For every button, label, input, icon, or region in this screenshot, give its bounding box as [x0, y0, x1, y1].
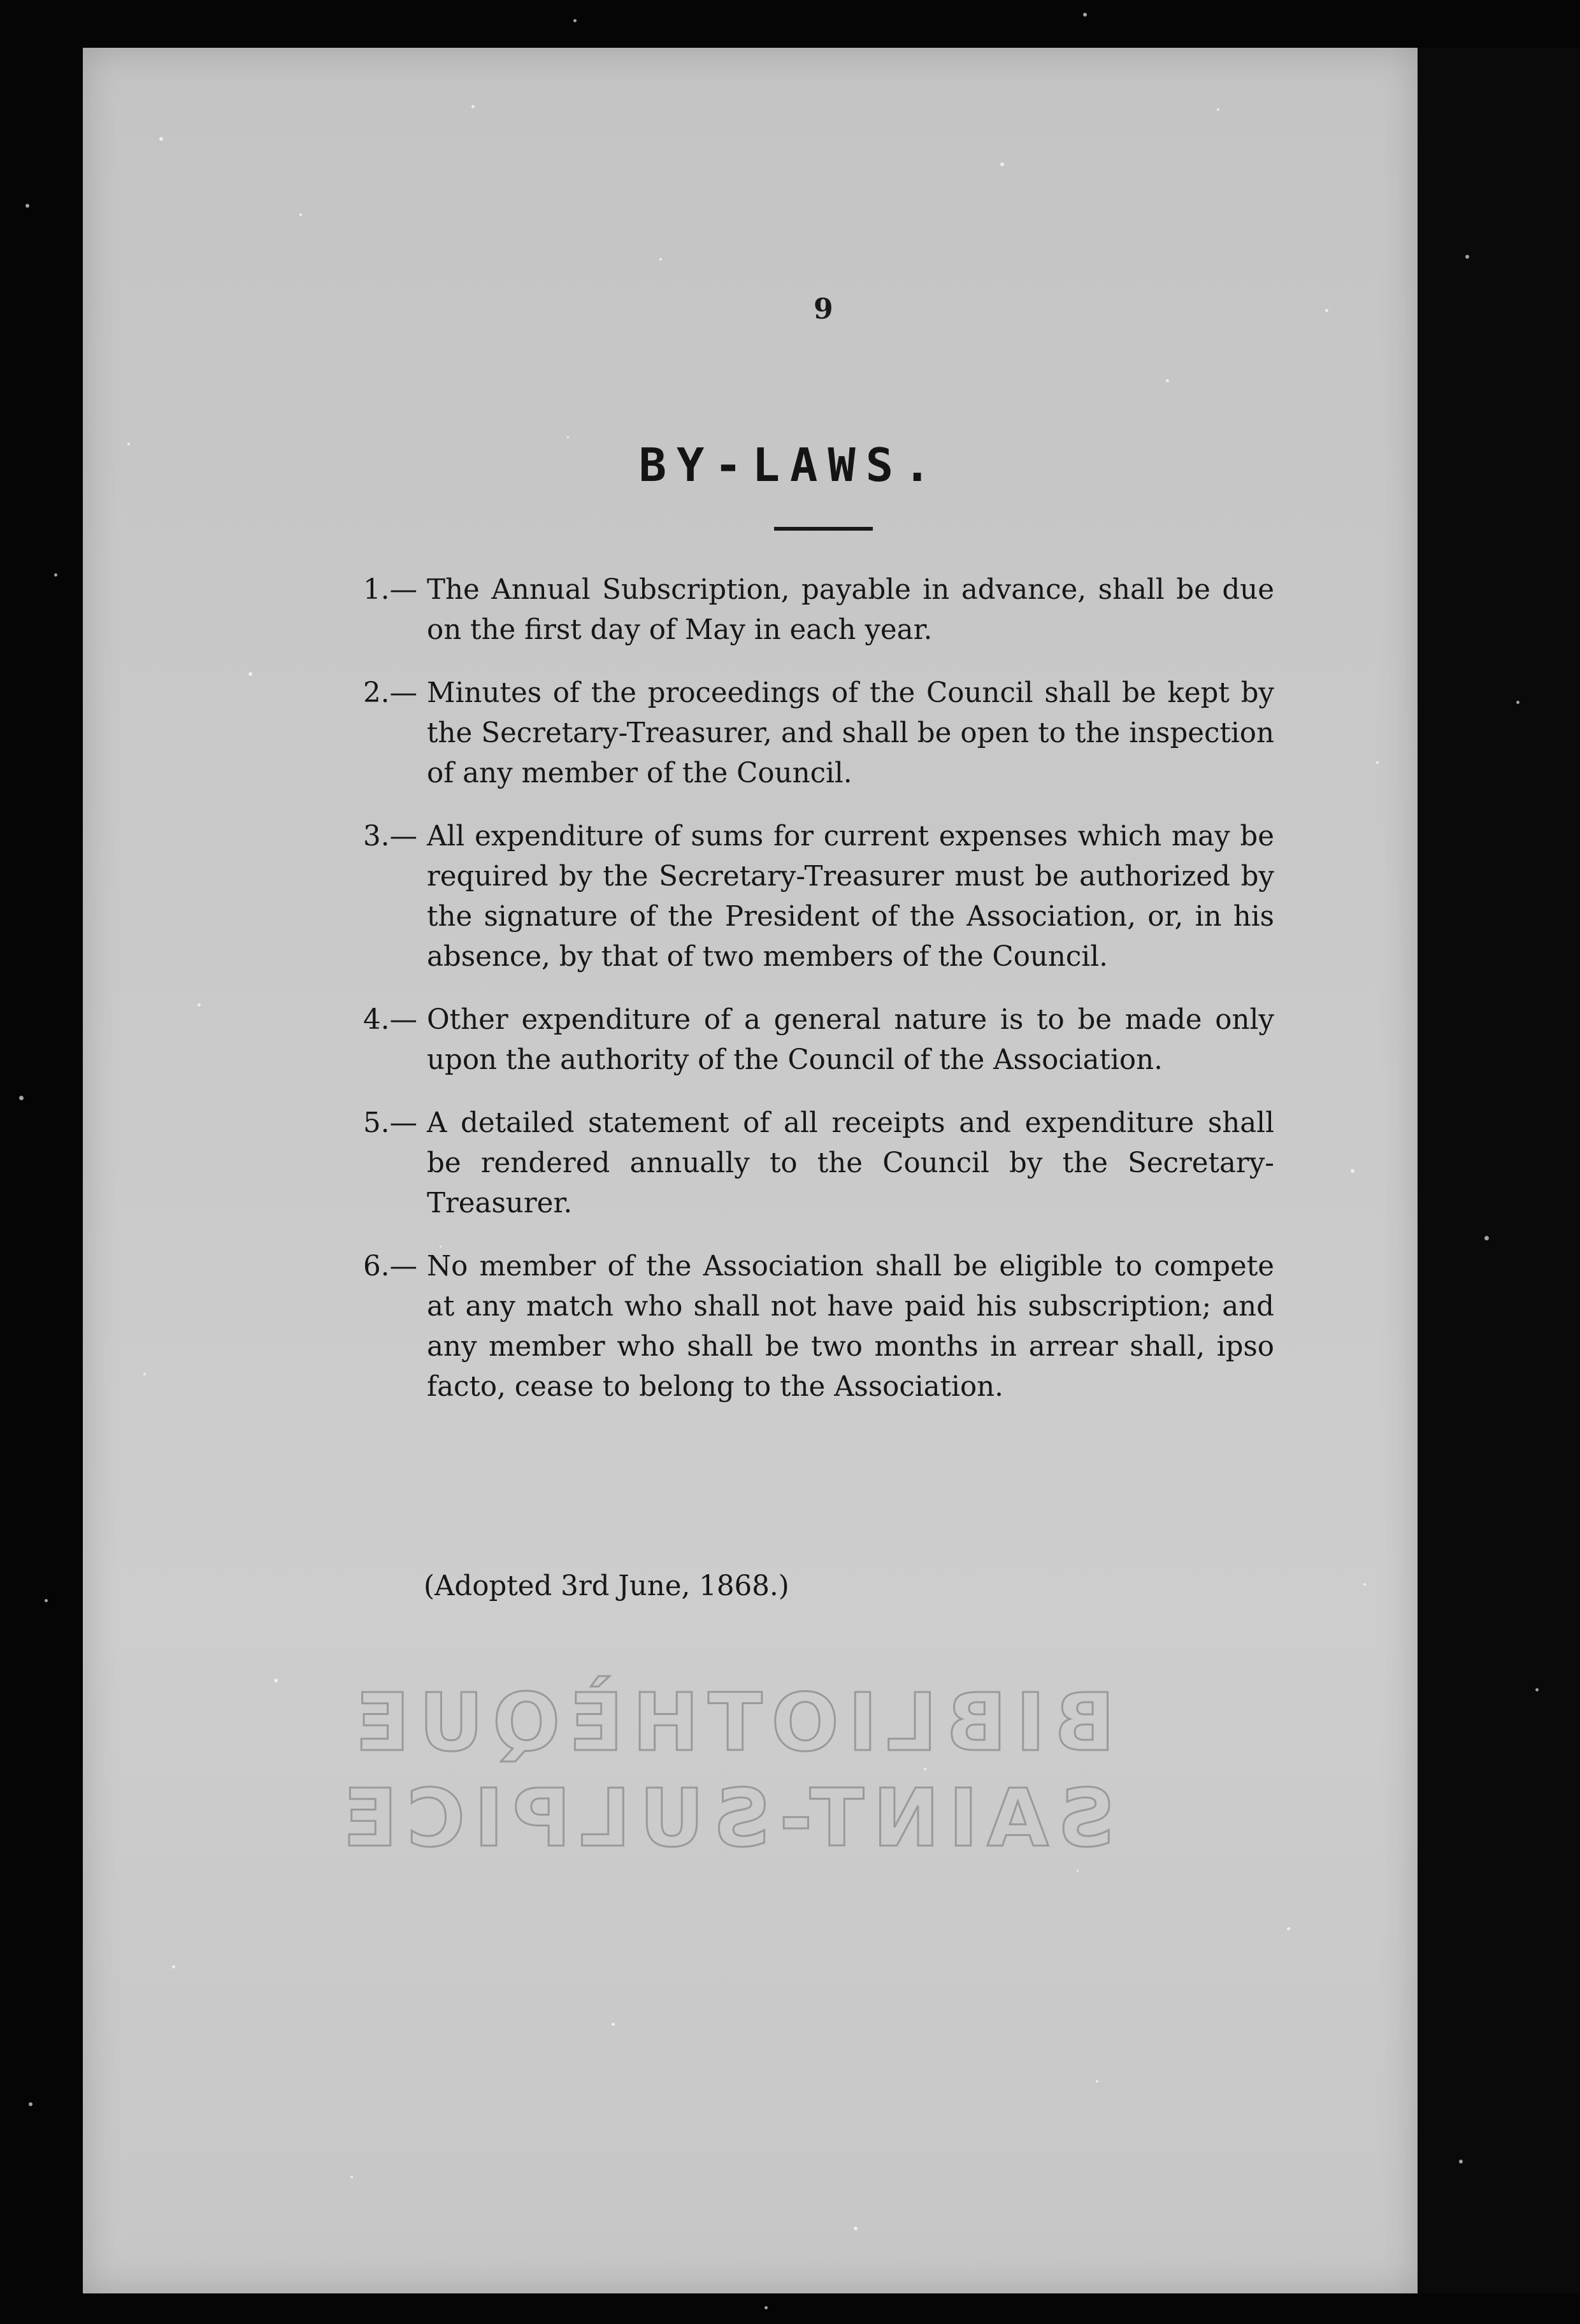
bylaw-text: A detailed statement of all receipts and expenditure shall be rendered annually to the Council by the Secretary-Treasurer. — [427, 1107, 1274, 1219]
bylaw-text: The Annual Subscription, payable in advance, shall be due on the first day of May in each year. — [427, 574, 1274, 646]
stamp-line-2: SAINT-SULPICE — [334, 1772, 1115, 1865]
bylaw-text: All expenditure of sums for current expenses which may be required by the Secretary-Treasurer must be authorized by the signature of the President of the Association, or, in his absence, by that of two members of the Council. — [427, 821, 1274, 973]
bylaw-item — [363, 817, 1274, 977]
bylaw-text: Other expenditure of a general nature is to be made only upon the authority of the Council of the Association. — [427, 1004, 1274, 1076]
bylaws-list — [363, 570, 1274, 1430]
bylaw-item — [363, 570, 1274, 650]
page-title: BY-LAWS. — [638, 438, 942, 492]
bylaw-number: 4.— — [363, 1004, 418, 1036]
bylaw-item — [363, 1247, 1274, 1407]
bylaw-item — [363, 1000, 1274, 1080]
scan-dark-margin — [1418, 48, 1580, 2293]
title-divider — [774, 527, 873, 531]
bylaw-number: 6.— — [363, 1251, 418, 1282]
page-number: 9 — [814, 293, 833, 326]
bylaw-text: No member of the Association shall be eligible to compete at any match who shall not have paid his subscription; and any member who shall be two months in arrear shall, ipso facto, cease to belong to the Association. — [427, 1251, 1274, 1403]
bylaw-number: 1.— — [363, 574, 418, 606]
bylaw-item — [363, 1103, 1274, 1224]
adoption-date: (Adopted 3rd June, 1868.) — [424, 1570, 789, 1602]
perforated-library-stamp — [334, 1675, 1115, 1867]
stamp-line-1: BIBLIOTHÈQUE — [347, 1677, 1115, 1769]
bylaw-number: 3.— — [363, 821, 418, 852]
bylaw-number: 5.— — [363, 1107, 418, 1139]
bylaw-text: Minutes of the proceedings of the Council shall be kept by the Secretary-Treasurer, and shall be open to the inspection of any member of the Council. — [427, 677, 1274, 789]
bylaw-item — [363, 673, 1274, 794]
bylaw-number: 2.— — [363, 677, 418, 709]
